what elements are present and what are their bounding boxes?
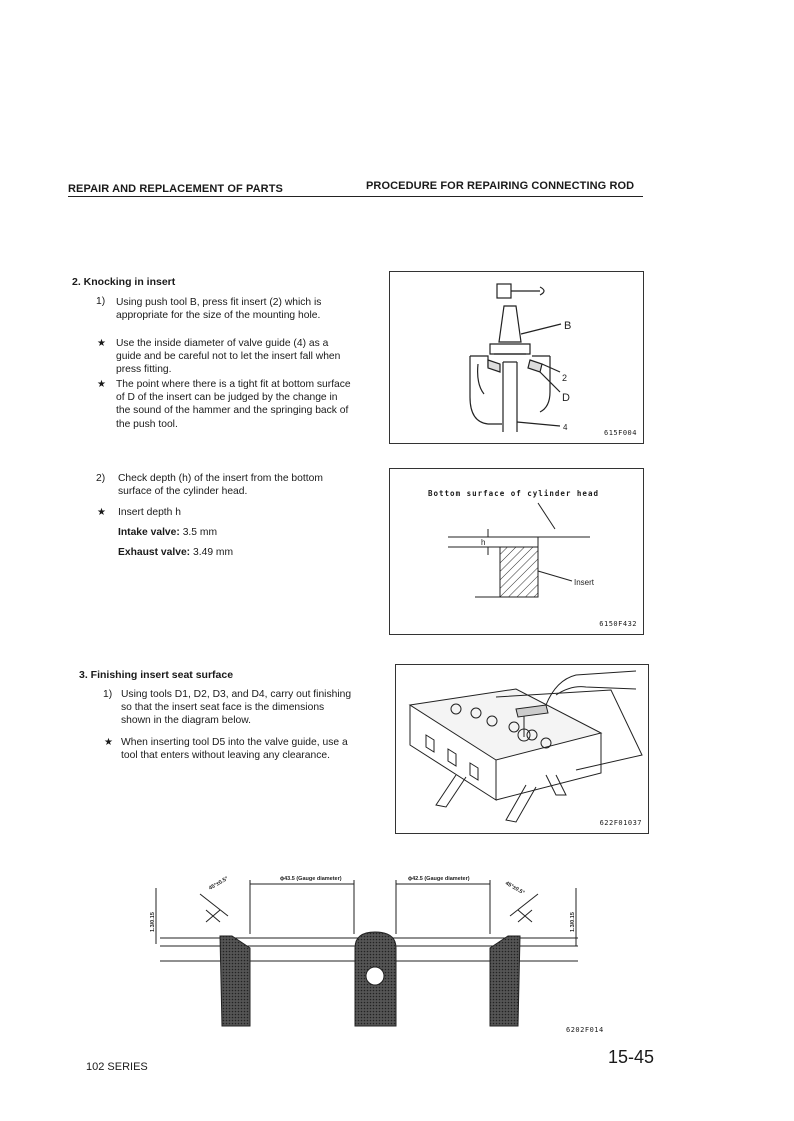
step-number: 1) — [103, 689, 113, 700]
intake-value: 3.5 mm — [182, 527, 218, 538]
step-2-1-text: Using push tool B, press fit insert (2) which is appropriate for the size of the mounting hole. — [116, 297, 322, 322]
seat-dimensions-drawing — [150, 866, 590, 1031]
right-depth-label: 1.3/0.15 — [570, 912, 576, 932]
figure-insert-depth — [389, 468, 644, 635]
fig1-label-d: D — [562, 392, 570, 404]
step-2-2-text: Check depth (h) of the insert from the bottom surface of the cylinder head. — [118, 473, 323, 498]
figure-seat-dimensions — [150, 866, 590, 1036]
fig2-h-label: h — [481, 538, 486, 547]
star-icon: ★ — [104, 737, 113, 748]
note-tool-d5: When inserting tool D5 into the valve guide, use a tool that enters without leaving any clearance. — [121, 737, 348, 762]
star-icon: ★ — [97, 379, 106, 390]
exhaust-value: 3.49 mm — [193, 547, 234, 558]
fig4-code: 6202F014 — [566, 1026, 604, 1034]
left-angle-label: 45°±0.5° — [208, 875, 230, 892]
fig3-code: 622F01037 — [599, 819, 642, 827]
left-diameter-label: ϕ43.5 (Gauge diameter) — [280, 876, 342, 882]
header-rule — [68, 196, 643, 197]
step-number: 2) — [96, 473, 106, 484]
intake-valve-spec — [118, 526, 217, 539]
fig1-label-b: B — [564, 320, 572, 332]
exhaust-label: Exhaust valve: — [118, 547, 191, 558]
section-2-title: 2. Knocking in insert — [72, 276, 176, 288]
star-icon: ★ — [97, 507, 106, 518]
fig1-label-4: 4 — [563, 423, 568, 432]
page-number: 15-45 — [608, 1047, 655, 1067]
right-angle-label: 45°±0.5° — [504, 880, 526, 897]
fig2-insert-label: Insert — [574, 578, 595, 587]
note-valve-guide: Use the inside diameter of valve guide (4) as a guide and be careful not to let the insert fall when press fitting. — [116, 338, 341, 376]
header-right: PROCEDURE FOR REPAIRING CONNECTING ROD — [366, 180, 635, 192]
push-tool-drawing — [390, 272, 643, 443]
figure-finishing-tool — [395, 664, 649, 834]
star-icon: ★ — [97, 338, 106, 349]
section-3-title: 3. Finishing insert seat surface — [79, 669, 234, 681]
intake-label: Intake valve: — [118, 527, 180, 538]
right-diameter-label: ϕ42.5 (Gauge diameter) — [408, 876, 470, 882]
header-left: REPAIR AND REPLACEMENT OF PARTS — [68, 183, 283, 195]
insert-depth-label: Insert depth h — [118, 507, 181, 518]
fig1-label-2: 2 — [562, 373, 568, 383]
fig1-code: 615F004 — [603, 429, 637, 437]
fig2-code: 6150F432 — [599, 620, 637, 628]
step-3-1-text: Using tools D1, D2, D3, and D4, carry out finishing so that the insert seat face is the dimensions shown in the diagram below. — [121, 689, 352, 727]
exhaust-valve-spec — [118, 546, 233, 559]
fig2-caption: Bottom surface of cylinder head — [428, 489, 599, 498]
note-tight-fit: The point where there is a tight fit at bottom surface of D of the insert can be judged by the change in the sound of the hammer and the springing back of the push tool. — [116, 379, 351, 430]
figure-push-tool — [389, 271, 644, 444]
finishing-tool-drawing — [396, 665, 648, 833]
footer-series: 102 SERIES — [86, 1061, 148, 1073]
step-number: 1) — [96, 296, 106, 307]
left-depth-label: 1.3/0.15 — [150, 912, 156, 932]
